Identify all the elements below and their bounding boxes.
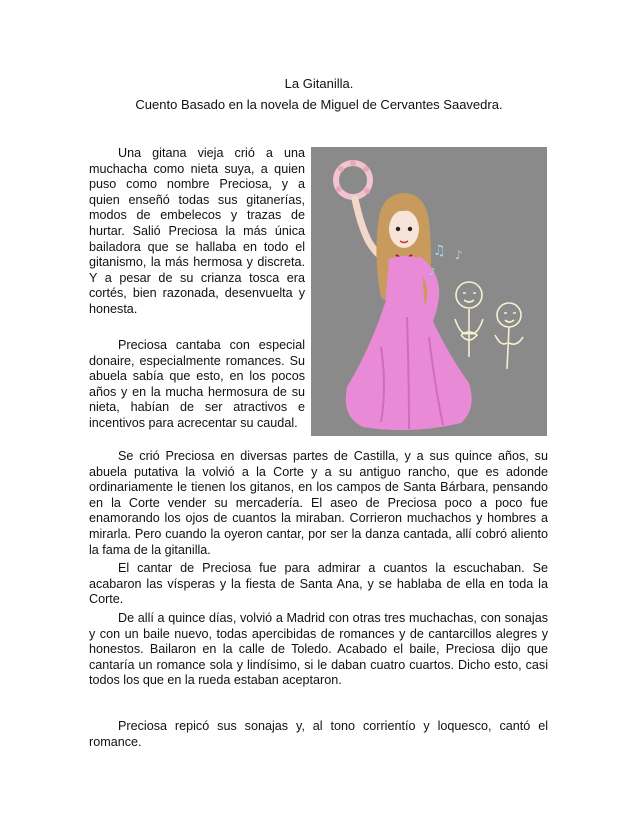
paragraph-1: Una gitana vieja crió a una muchacha como nieta suya, a quien puso como nombre Preciosa, y a quien enseñó todas sus gitanerías, modos de embelecos y trazas de hurtar. Salió Preciosa la más única bailadora que se hallaba en todo el gitanismo, la más hermosa y discreta. Y a pesar de su crianza tosca era cortés, bien razonada, desenvuelta y honesta. xyxy=(89,146,305,316)
svg-text:♫: ♫ xyxy=(433,243,446,259)
dancer-drawing xyxy=(311,147,547,436)
paragraph-2: Preciosa cantaba con especial donaire, especialmente romances. Su abuela sabía que esto, en los pocos años y en la mucha hermosura de su nieta, habían de ser atractivos e incentivos para acrecentar su caudal. xyxy=(89,338,305,430)
document-title: La Gitanilla. xyxy=(284,76,354,91)
document-subtitle: Cuento Basado en la novela de Miguel de Cervantes Saavedra. xyxy=(135,97,503,112)
svg-text:♪: ♪ xyxy=(429,267,436,278)
gitanilla-illustration xyxy=(311,147,547,436)
paragraph-3: Se crió Preciosa en diversas partes de Castilla, y a sus quince años, su abuela putativa la volvió a la Corte y a su antiguo rancho, que es adonde ordinariamente le tienen los gitanos, en los campos de Santa Bárbara, pensando en la Corte vender su mercadería. El aseo de Preciosa poco a poco fue enamorando los ojos de cuantos la miraban. Corrieron muchachos y hombres a mirarla. Pero cuando la oyeron cantar, por ser la danza cantada, allí cobró aliento la fama de la gitanilla. xyxy=(89,449,548,557)
paragraph-6: Preciosa repicó sus sonajas y, al tono corrientío y loquesco, cantó el romance. xyxy=(89,719,548,749)
paragraph-5: De allí a quince días, volvió a Madrid con otras tres muchachas, con sonajas y con un baile nuevo, todas apercibidas de romances y de cantarcillos alegres y honestos. Bailaron en la calle de Toledo. Acabado el baile, Preciosa dijo que cantaría un romance sola y lindísimo, si le daban cuatro cuartos. Dicho esto, casi todos los que en la rueda estaban aceptaron. xyxy=(89,611,548,688)
svg-text:♪: ♪ xyxy=(455,248,463,262)
paragraph-4: El cantar de Preciosa fue para admirar a cuantos la escuchaban. Se acabaron las vísperas y la fiesta de Santa Ana, y se hablaba de ella en toda la Corte. xyxy=(89,561,548,607)
